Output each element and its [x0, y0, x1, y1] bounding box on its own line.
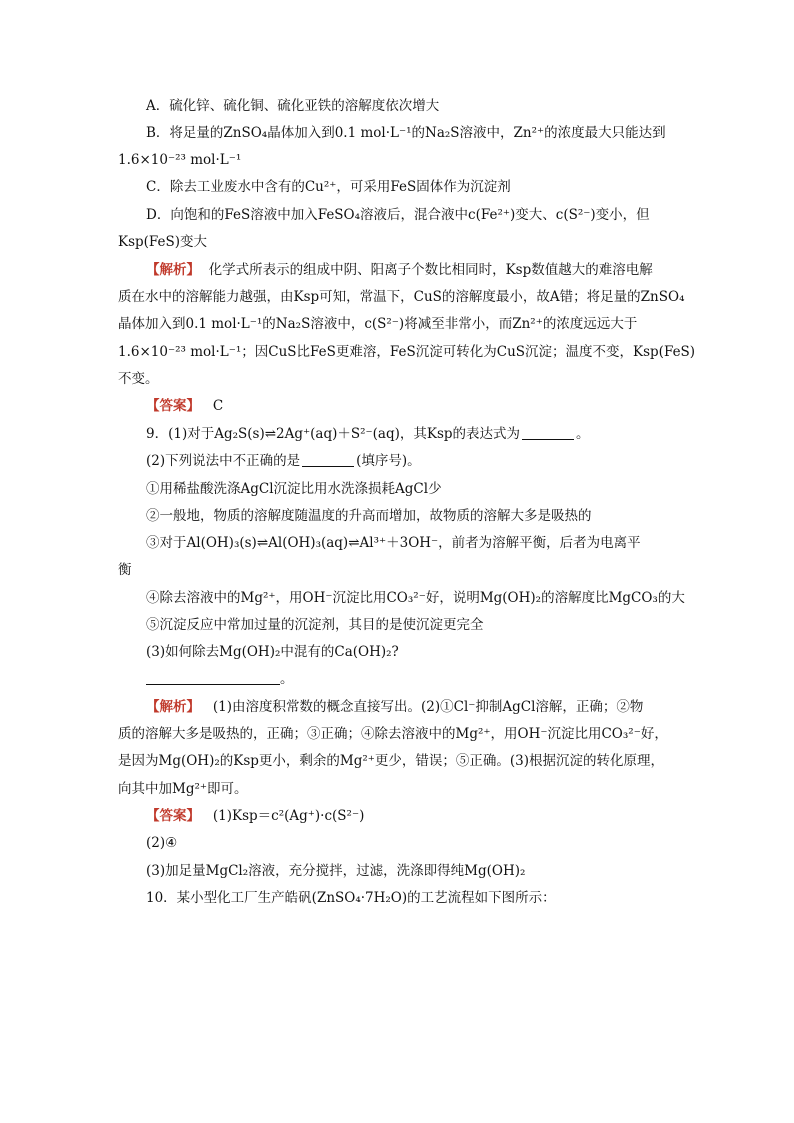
q9-item-4: ④除去溶液中的Mg²⁺，用OH⁻沉淀比用CO₃²⁻好，说明Mg(OH)₂的溶解度比MgCO₃的大: [146, 590, 685, 606]
q9-stem-2: (2)下列说法中不正确的是 (填序号)。: [146, 453, 421, 469]
q9-answer-line1: 【答案】 (1)Ksp＝c²(Ag⁺)·c(S²⁻): [146, 808, 365, 824]
answer-blank: [522, 425, 574, 440]
q8-option-b-line2: 1.6×10⁻²³ mol·L⁻¹: [118, 152, 242, 168]
analysis-tag: 【解析】: [146, 262, 200, 278]
q9-stem-1: 9．(1)对于Ag₂S(s)⇌2Ag⁺(aq)＋S²⁻(aq)，其Ksp的表达式为 。: [146, 426, 590, 442]
answer-tag: 【答案】: [146, 808, 200, 824]
q8-analysis-line1: 【解析】 化学式所表示的组成中阴、阳离子个数比相同时，Ksp数值越大的难溶电解: [146, 262, 653, 278]
answer-value: C: [212, 398, 224, 414]
q9-item-3-line1: ③对于Al(OH)₃(s)⇌Al(OH)₃(aq)⇌Al³⁺＋3OH⁻，前者为溶解平衡，后者为电离平: [146, 535, 641, 551]
q9-item-3-line2: 衡: [118, 562, 132, 578]
q9-answer-line3: (3)加足量MgCl₂溶液，充分搅拌，过滤，洗涤即得纯Mg(OH)₂: [146, 863, 526, 879]
answer-blank: [146, 670, 280, 685]
q9-answer-line2: (2)④: [146, 835, 178, 851]
q8-option-d-line2: Ksp(FeS)变大: [118, 234, 208, 250]
q9-stem-3-blank-line: 。: [0, 669, 794, 689]
q8-analysis-line3: 晶体加入到0.1 mol·L⁻¹的Na₂S溶液中，c(S²⁻)将减至非常小，而Zn²⁺的浓度远远大于: [118, 316, 638, 332]
q9-stem-3: (3)如何除去Mg(OH)₂中混有的Ca(OH)₂?: [146, 644, 399, 660]
answer-tag: 【答案】: [146, 398, 200, 414]
q9-analysis-line1: 【解析】 (1)由溶度积常数的概念直接写出。(2)①Cl⁻抑制AgCl溶解，正确；②物: [146, 699, 644, 715]
q8-analysis-line2: 质在水中的溶解能力越强，由Ksp可知，常温下，CuS的溶解度最小，故A错；将足量的ZnSO₄: [118, 289, 685, 305]
analysis-tag: 【解析】: [146, 699, 200, 715]
q9-analysis-line2: 质的溶解大多是吸热的，正确；③正确；④除去溶液中的Mg²⁺，用OH⁻沉淀比用CO₃²⁻好，: [118, 726, 668, 742]
q8-option-b-line1: B．将足量的ZnSO₄晶体加入到0.1 mol·L⁻¹的Na₂S溶液中，Zn²⁺的浓度最大只能达到: [146, 125, 666, 141]
q9-analysis-line4: 向其中加Mg²⁺即可。: [118, 781, 248, 797]
q8-analysis-line5: 不变。: [118, 371, 159, 387]
q8-option-c: C．除去工业废水中含有的Cu²⁺，可采用FeS固体作为沉淀剂: [146, 179, 511, 195]
q9-item-5: ⑤沉淀反应中常加过量的沉淀剂，其目的是使沉淀更完全: [146, 617, 484, 633]
q9-item-1: ①用稀盐酸洗涤AgCl沉淀比用水洗涤损耗AgCl少: [146, 481, 442, 497]
answer-blank: [302, 452, 354, 467]
q8-analysis-line4: 1.6×10⁻²³ mol·L⁻¹；因CuS比FeS更难溶，FeS沉淀可转化为CuS沉淀；温度不变，Ksp(FeS): [118, 344, 696, 360]
q10-stem: 10．某小型化工厂生产皓矾(ZnSO₄·7H₂O)的工艺流程如下图所示：: [146, 890, 556, 906]
q8-answer: [0, 396, 794, 416]
q9-item-2: ②一般地，物质的溶解度随温度的升高而增加，故物质的溶解大多是吸热的: [146, 508, 592, 524]
q9-analysis-line3: 是因为Mg(OH)₂的Ksp更小，剩余的Mg²⁺更少，错误；⑤正确。(3)根据沉淀的转化原理，: [118, 753, 665, 769]
q8-option-d-line1: D．向饱和的FeS溶液中加入FeSO₄溶液后，混合液中c(Fe²⁺)变大、c(S²⁻)变小，但: [146, 207, 650, 223]
q8-option-a: A．硫化锌、硫化铜、硫化亚铁的溶解度依次增大: [146, 98, 440, 114]
